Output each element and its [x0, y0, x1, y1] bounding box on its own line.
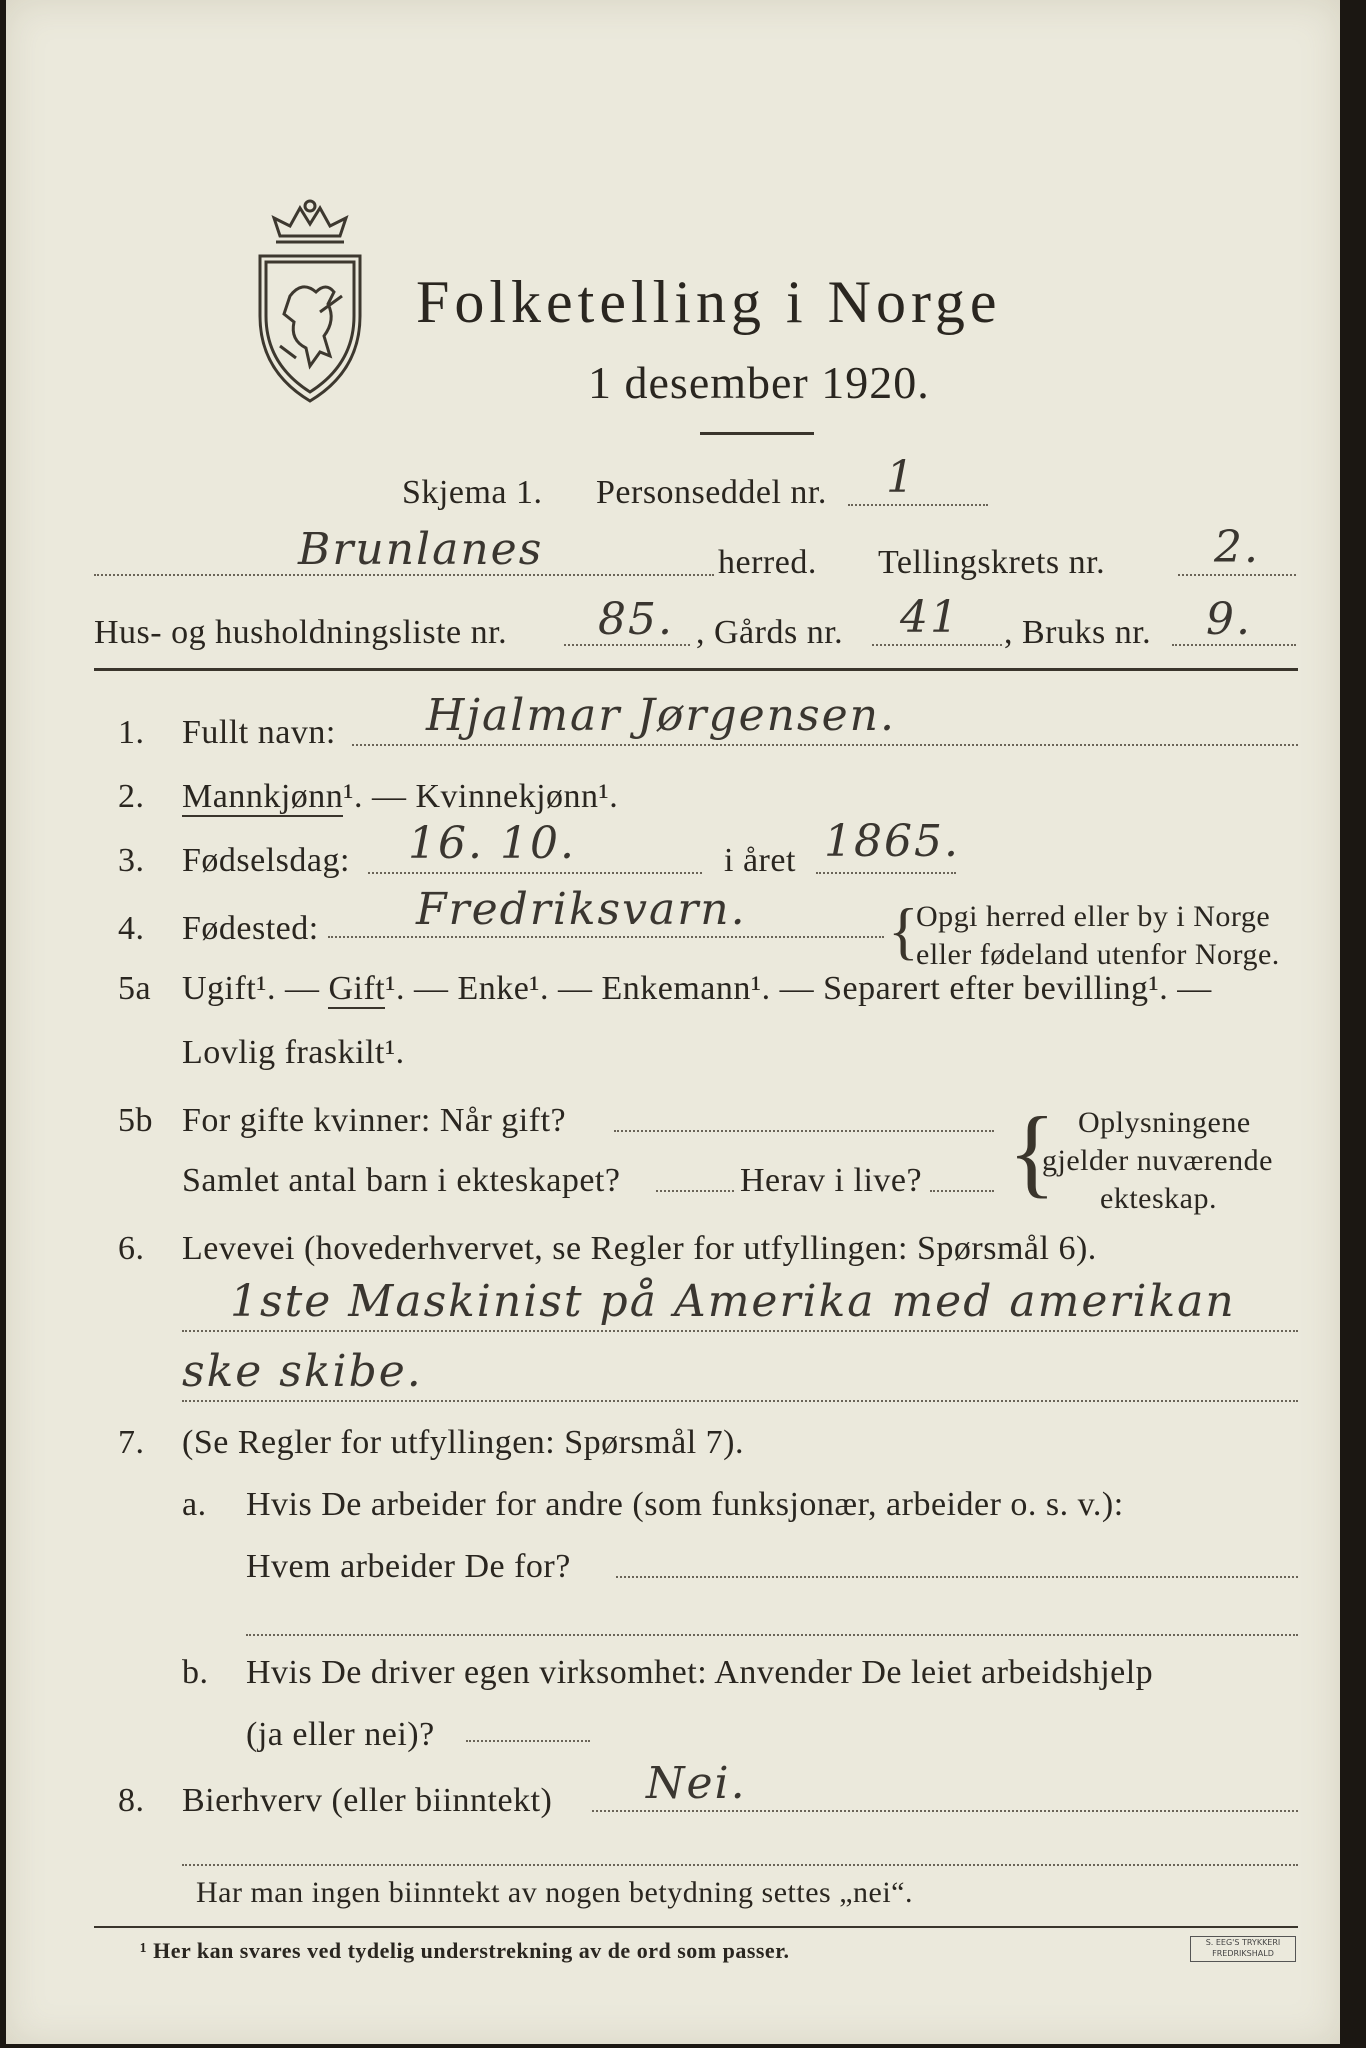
- norway-coat-of-arms-icon: [250, 196, 370, 406]
- birthplace-value: Fredriksvarn.: [416, 884, 747, 935]
- q7a-label-2: Hvem arbeider De for?: [246, 1548, 571, 1585]
- biinntekt-note: Har man ingen biinntekt av nogen betydning settes „nei“.: [196, 1876, 913, 1909]
- hus-value: 85.: [598, 594, 674, 645]
- q3-year-label: i året: [724, 842, 796, 879]
- q5b-note-1: Oplysningene: [1078, 1106, 1251, 1139]
- herred-value: Brunlanes: [298, 524, 544, 575]
- q7b-label-2: (ja eller nei)?: [246, 1716, 435, 1753]
- q2-options: [182, 778, 618, 816]
- q1-label: Fullt navn:: [182, 714, 336, 751]
- bruks-value: 9.: [1206, 594, 1252, 645]
- q7a-number: a.: [182, 1486, 207, 1523]
- q3-label: Fødselsdag:: [182, 842, 350, 879]
- q4-label: Fødested:: [182, 910, 319, 947]
- occupation-value-line2: ske skibe.: [182, 1346, 423, 1397]
- q2-mannkjonn-selected: Mannkjønn: [182, 778, 344, 815]
- q5b-number: 5b: [118, 1102, 153, 1139]
- q5b-label-1: For gifte kvinner: Når gift?: [182, 1102, 567, 1139]
- printer-stamp: S. EEG'S TRYKKERI FREDRIKSHALD: [1190, 1936, 1296, 1962]
- q1-number: 1.: [118, 714, 145, 751]
- gards-label: , Gårds nr.: [696, 614, 844, 651]
- census-form-sheet: [6, 0, 1340, 2044]
- q5b-label-2: Samlet antal barn i ekteskapet?: [182, 1162, 621, 1199]
- side-income-value: Nei.: [646, 1758, 747, 1809]
- q4-note-2: eller fødeland utenfor Norge.: [916, 938, 1280, 971]
- birthdate-value: 16. 10.: [408, 818, 576, 869]
- footnote: ¹ Her kan svares ved tydelig understrekning av de ord som passer.: [140, 1938, 790, 1963]
- q6-label: Levevei (hovederhvervet, se Regler for utfyllingen: Spørsmål 6).: [182, 1230, 1097, 1267]
- q7b-number: b.: [182, 1654, 209, 1691]
- q5a-options-line2: Lovlig fraskilt¹.: [182, 1034, 405, 1071]
- q4-number: 4.: [118, 910, 145, 947]
- skjema-label: Skjema 1.: [402, 474, 543, 511]
- q7-label: (Se Regler for utfyllingen: Spørsmål 7).: [182, 1424, 745, 1461]
- census-date: 1 desember 1920.: [588, 357, 930, 408]
- q7a-label-1: Hvis De arbeider for andre (som funksjonær, arbeider o. s. v.):: [246, 1486, 1124, 1523]
- q8-label: Bierhverv (eller biinntekt): [182, 1782, 553, 1819]
- herred-label: herred.: [718, 544, 817, 581]
- q6-number: 6.: [118, 1230, 145, 1267]
- footnote-divider: [94, 1926, 1298, 1928]
- q3-number: 3.: [118, 842, 145, 879]
- q5b-brace: {: [1008, 1096, 1056, 1207]
- bruks-label: , Bruks nr.: [1004, 614, 1152, 651]
- q5a-options: Ugift¹. — Gift¹. — Enke¹. — Enkemann¹. — Separert efter bevilling¹. —: [182, 970, 1212, 1007]
- tellingskrets-label: Tellingskrets nr.: [878, 544, 1106, 581]
- birthyear-value: 1865.: [824, 816, 960, 867]
- personseddel-label: Personseddel nr.: [596, 474, 827, 511]
- tellingskrets-value: 2.: [1214, 522, 1260, 573]
- q4-note-1: Opgi herred eller by i Norge: [916, 900, 1271, 933]
- q2-kvinnekjonn: ¹. — Kvinnekjønn¹.: [343, 778, 619, 815]
- title-divider: [700, 432, 814, 435]
- gards-value: 41: [900, 592, 960, 643]
- full-name-value: Hjalmar Jørgensen.: [426, 690, 896, 741]
- q4-brace: {: [888, 895, 919, 966]
- q5a-number: 5a: [118, 970, 152, 1007]
- q5b-label-3: Herav i live?: [740, 1162, 923, 1199]
- q5b-note-3: ekteskap.: [1100, 1182, 1217, 1215]
- q7-number: 7.: [118, 1424, 145, 1461]
- q5a-gift-selected: Gift: [328, 970, 386, 1007]
- header-divider: [94, 668, 1298, 671]
- q2-number: 2.: [118, 778, 145, 815]
- hus-label: Hus- og husholdningsliste nr.: [94, 614, 508, 651]
- q7b-label-1: Hvis De driver egen virksomhet: Anvender De leiet arbeidshjelp: [246, 1654, 1154, 1691]
- occupation-value-line1: 1ste Maskinist på Amerika med amerikan: [230, 1276, 1236, 1327]
- q8-number: 8.: [118, 1782, 145, 1819]
- personseddel-value: 1: [886, 452, 916, 503]
- q5b-note-2: gjelder nuværende: [1042, 1144, 1273, 1177]
- form-title: Folketelling i Norge: [416, 269, 1002, 335]
